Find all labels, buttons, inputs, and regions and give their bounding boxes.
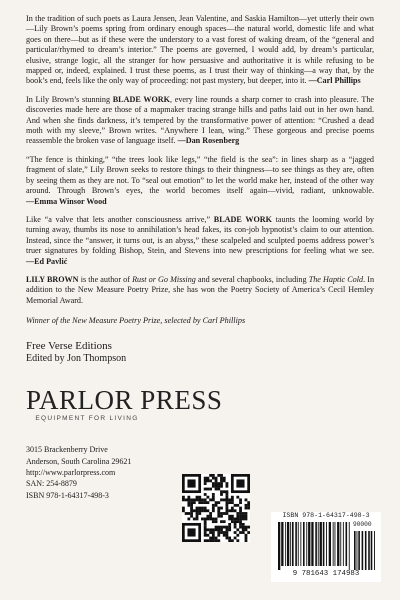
blurb-text: In the tradition of such poets as Laura Jensen, Jean Valentine, and Saskia Hamilton—yet utterly their own—Lily Brown’s poems spring from ordinary enough spaces—the natural world, domestic life and what goes on there—but as if these were the understory to a vast forest of waking dream, of the “general and particular/rhymed to dream’s interior.” The poems are governed, I would add, by dream’s particular, elusive, strange logic, all the stranger for how persuasive and authoritative it is while refusing to be mapped or, indeed, explained. I trust these poems, as I trust their way of thinking—a way that, by the book’s end, feels like the only way of proceeding: not past mystery, but deeper, into it. [26, 14, 374, 86]
isbn-barcode [271, 512, 381, 582]
publisher-tagline: EQUIPMENT FOR LIVING [35, 415, 139, 423]
bio-text: and several chapbooks, including [195, 274, 309, 284]
series-name: Free Verse Editions [26, 340, 112, 353]
address-line: 3015 Brackenberry Drive [26, 445, 108, 455]
bio-text: . In addition to the New Measure Poetry Prize, she has won the Poetry Society of America’s Cecil Hemley Memorial Award. [26, 274, 375, 305]
blurb-wood [26, 155, 374, 207]
prize-line [26, 316, 374, 326]
blurb-rosenberg [26, 95, 374, 147]
bio-book-2: The Haptic Cold [308, 274, 364, 284]
address-line: Anderson, South Carolina 29621 [26, 456, 132, 466]
blurb-text-post: taunts the looming world by turning away, thumbs its nose to annihilation’s head fakes, its con-job hypnotist’s claim to our attention. Instead, since the “answer, it turns out, is an abyss,” these scalpeled and sculpted poems address power’s truer signatures by folding Bishop, Stein, and Stevens into new prescriptions for feeling what we see. [26, 214, 374, 256]
qr-code-graphic [182, 474, 250, 542]
author-name: LILY BROWN [26, 274, 79, 284]
barcode-digits: 9 781643 174983 [292, 570, 360, 578]
bio-text: is the author of [78, 274, 133, 284]
author-bio [26, 275, 374, 306]
isbn-line: ISBN 978-1-64317-498-3 [26, 490, 109, 500]
blurb-attribution: —Carl Phillips [308, 76, 361, 86]
blurb-phillips [26, 14, 374, 87]
blurb-text: “The fence is thinking,” “the trees look like legs,” “the field is the sea”: in lines sharp as a “jagged fragment of slate,” Lily Brown seeks to restore things to their thingness—to see things as they are, often by seeing them as they are not. To “seal out emotion” to let the world make her, instead of the other way around. Through Brown’s eyes, the world becomes itself again—vivid, radiant, unknowable. [26, 154, 374, 196]
barcode-bars [276, 522, 376, 570]
blurb-text-post: , every line rounds a sharp corner to crash into pleasure. The discoveries made here are those of a mapmaker tracing strange hills and paths laid out in her own hand. And when she finds darkness, it’s tempered by the transformative power of attention: “Crushed a dead moth with my sleeve,” Brown writes. “Anywhere I lean, wing.” These gorgeous and precise poems reassemble the broken vase of language itself. [26, 94, 374, 146]
blurb-attribution: —Emma Winsor Wood [26, 196, 107, 206]
prize-judge: Carl Phillips [202, 316, 246, 326]
series-block [26, 340, 374, 365]
series-editor: Edited by Jon Thompson [26, 353, 127, 365]
barcode-addon: 90000 [353, 521, 372, 528]
publisher-logo [26, 387, 374, 422]
blurb-text-pre: Like “a valve that lets another consciousness arrive,” [26, 214, 214, 224]
website-link[interactable]: http://www.parlorpress.com [26, 467, 116, 477]
san-line: SAN: 254-8879 [26, 479, 77, 489]
barcode-isbn-label: ISBN 978-1-64317-498-3 [282, 512, 370, 519]
book-title: BLADE WORK [112, 94, 170, 104]
bio-book-1: Rust or Go Missing [132, 274, 196, 284]
book-title: BLADE WORK [213, 214, 272, 224]
blurb-pavlic [26, 215, 374, 267]
blurb-text-pre: In Lily Brown’s stunning [26, 94, 113, 104]
prize-text: Winner of the New Measure Poetry Prize, selected by [26, 316, 203, 326]
blurb-attribution: —Ed Pavlić [26, 256, 68, 266]
qr-code [182, 474, 250, 542]
publisher-logo-word: PARLOR PRESS [26, 385, 223, 416]
blurb-attribution: —Dan Rosenberg [177, 136, 240, 146]
